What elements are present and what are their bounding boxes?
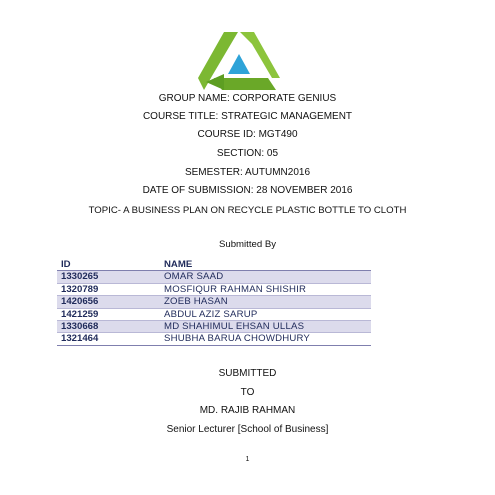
- table-row: [57, 283, 371, 295]
- name-column-header: NAME: [160, 259, 371, 271]
- member-name: MD SHAHIMUL EHSAN ULLAS: [164, 321, 305, 333]
- group-name: GROUP NAME: CORPORATE GENIUS: [158, 93, 337, 104]
- submitted-label: SUBMITTED: [218, 368, 277, 379]
- course-id: COURSE ID: MGT490: [197, 129, 298, 140]
- table-row: [57, 271, 371, 283]
- member-id: 1321464: [61, 333, 99, 345]
- member-name: MOSFIQUR RAHMAN SHISHIR: [164, 283, 307, 295]
- table-row: [57, 308, 371, 320]
- recycle-logo-icon: [194, 30, 284, 90]
- member-id: 1320789: [61, 283, 99, 295]
- page-number: 1: [245, 456, 250, 463]
- to-label: TO: [240, 387, 255, 398]
- members-table: [57, 259, 371, 346]
- member-id: 1421259: [61, 308, 99, 320]
- member-id: 1420656: [61, 296, 99, 308]
- members-table-header: [57, 259, 371, 271]
- date-of-submission: DATE OF SUBMISSION: 28 NOVEMBER 2016: [142, 185, 353, 196]
- topic: TOPIC- A BUSINESS PLAN ON RECYCLE PLASTIC BOTTLE TO CLOTH: [88, 205, 407, 216]
- table-row: [57, 333, 371, 345]
- submitted-by-label: Submitted By: [218, 239, 277, 250]
- table-row: [57, 321, 371, 333]
- member-name: OMAR SAAD: [164, 271, 224, 283]
- id-column-header: ID: [57, 259, 160, 271]
- member-id: 1330265: [61, 271, 99, 283]
- member-name: ABDUL AZIZ SARUP: [164, 308, 258, 320]
- recipient-title: Senior Lecturer [School of Business]: [166, 424, 329, 435]
- member-name: ZOEB HASAN: [164, 296, 228, 308]
- section: SECTION: 05: [216, 148, 279, 159]
- logo-center-triangle: [228, 54, 250, 74]
- member-id: 1330668: [61, 321, 99, 333]
- member-name: SHUBHA BARUA CHOWDHURY: [164, 333, 311, 345]
- course-title: COURSE TITLE: STRATEGIC MANAGEMENT: [142, 111, 353, 122]
- table-row: [57, 296, 371, 308]
- semester: SEMESTER: AUTUMN2016: [184, 167, 311, 178]
- recipient-name: MD. RAJIB RAHMAN: [199, 405, 296, 416]
